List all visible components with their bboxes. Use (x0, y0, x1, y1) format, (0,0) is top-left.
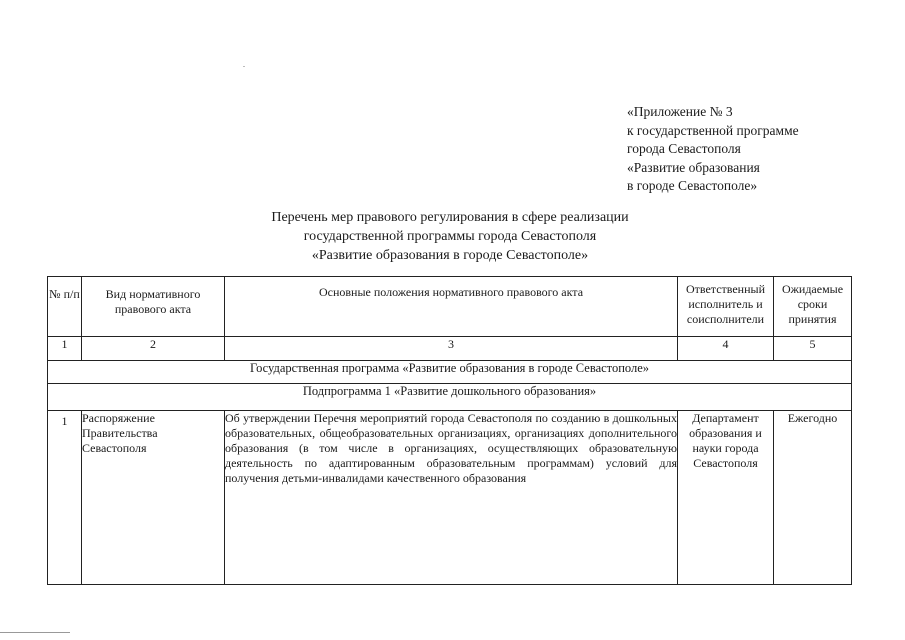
column-number-row (48, 337, 852, 361)
table-row (48, 411, 852, 585)
column-number: 1 (48, 337, 82, 361)
row-act-type: Распоряжение Правительства Севастополя (82, 411, 225, 585)
title-line: Перечень мер правового регулирования в сфере реализации (271, 210, 629, 225)
row-number: 1 (48, 411, 82, 585)
table-header-row (48, 277, 852, 337)
appendix-note (627, 103, 799, 196)
row-responsible: Департамент образования и науки города Севастополя (678, 411, 774, 585)
header-number: № п/п (48, 277, 82, 337)
legal-acts-table (47, 276, 852, 585)
subprogram-title: Подпрограмма 1 «Развитие дошкольного образования» (48, 384, 852, 411)
header-responsible: Ответственный исполнитель и соисполнители (678, 277, 774, 337)
title-line: государственной программы города Севастополя (303, 229, 597, 244)
document-title (230, 208, 670, 265)
column-number: 3 (225, 337, 678, 361)
scan-speck (243, 66, 245, 67)
column-number: 4 (678, 337, 774, 361)
appendix-line: к государственной программе (627, 122, 799, 138)
column-number: 5 (774, 337, 852, 361)
appendix-line: «Развитие образования (627, 159, 760, 175)
column-number: 2 (82, 337, 225, 361)
appendix-line: «Приложение № 3 (627, 104, 733, 119)
row-deadline: Ежегодно (774, 411, 852, 585)
appendix-line: в городе Севастополе» (627, 178, 758, 193)
header-act-type: Вид нормативного правового акта (82, 277, 225, 337)
subprogram-row (48, 384, 852, 411)
title-line: «Развитие образования в городе Севастополе» (311, 248, 589, 263)
row-provisions: Об утверждении Перечня мероприятий города Севастополя по созданию в дошкольных образовательных, общеобразовательных организациях, организациях дополнительного образования (в том числе в организациях, осуществляющих образовательную деятельность по адаптированным образовательным программам) условий для получения детьми-инвалидами качественного образования (225, 411, 678, 585)
header-provisions: Основные положения нормативного правового акта (225, 277, 678, 337)
program-title: Государственная программа «Развитие образования в городе Севастополе» (48, 361, 852, 384)
program-row (48, 361, 852, 384)
appendix-line: города Севастополя (627, 141, 741, 156)
header-deadline: Ожидаемые сроки принятия (774, 277, 852, 337)
scan-edge-line (0, 632, 70, 633)
